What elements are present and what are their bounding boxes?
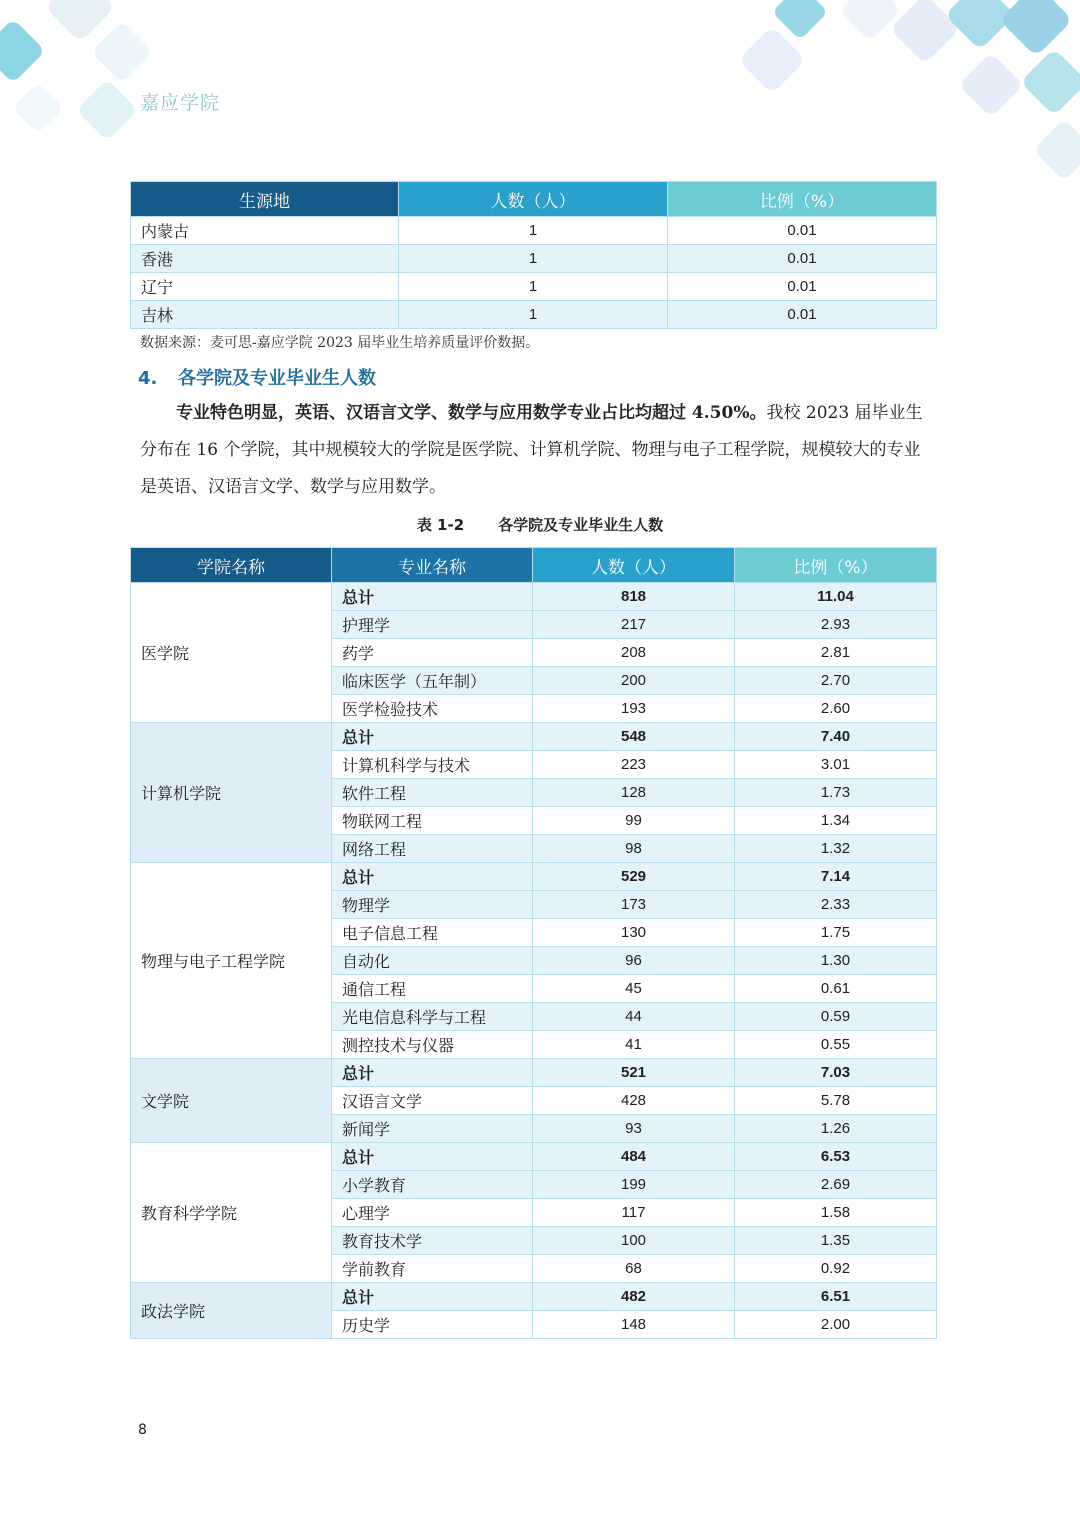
ratio-cell: 1.32 (735, 835, 937, 863)
ratio-cell: 1.30 (735, 947, 937, 975)
table-row-total (131, 863, 937, 891)
ratio-cell: 0.01 (668, 301, 937, 329)
ratio-cell: 1.75 (735, 919, 937, 947)
major-name-cell: 总计 (332, 1143, 533, 1171)
major-name-cell: 医学检验技术 (332, 695, 533, 723)
college-table-header-row (131, 548, 937, 583)
table-caption (0, 514, 1080, 535)
count-cell: 818 (533, 583, 735, 611)
count-cell: 148 (533, 1311, 735, 1339)
count-cell: 93 (533, 1115, 735, 1143)
ratio-cell: 2.00 (735, 1311, 937, 1339)
ratio-cell: 1.34 (735, 807, 937, 835)
count-cell: 548 (533, 723, 735, 751)
ratio-cell: 2.33 (735, 891, 937, 919)
major-name-cell: 总计 (332, 723, 533, 751)
college-name-cell: 文学院 (131, 1059, 332, 1143)
major-name-cell: 网络工程 (332, 835, 533, 863)
count-cell: 99 (533, 807, 735, 835)
header-major: 专业名称 (332, 548, 533, 583)
count-cell: 128 (533, 779, 735, 807)
major-name-cell: 测控技术与仪器 (332, 1031, 533, 1059)
ratio-cell: 3.01 (735, 751, 937, 779)
section-number: 4. (138, 368, 158, 389)
count-cell: 193 (533, 695, 735, 723)
college-major-table (130, 547, 937, 1339)
ratio-cell: 0.01 (668, 273, 937, 301)
count-cell: 484 (533, 1143, 735, 1171)
count-cell: 200 (533, 667, 735, 695)
origin-cell: 辽宁 (131, 273, 399, 301)
count-cell: 130 (533, 919, 735, 947)
origin-table-header-row (131, 182, 937, 217)
count-cell: 173 (533, 891, 735, 919)
count-cell: 117 (533, 1199, 735, 1227)
ratio-cell: 7.40 (735, 723, 937, 751)
table-number: 表 1-2 (416, 516, 465, 534)
header-count: 人数（人） (399, 182, 668, 217)
table-caption-title: 各学院及专业毕业生人数 (498, 516, 664, 534)
section-paragraph (140, 395, 930, 506)
paragraph-body: 我校 2023 届毕业生分布在 16 个学院，其中规模较大的学院是医学院、计算机学院、物理与电子工程学院，规模较大的专业是英语、汉语言文学、数学与应用数学。 (140, 403, 923, 497)
count-cell: 199 (533, 1171, 735, 1199)
count-cell: 208 (533, 639, 735, 667)
ratio-cell: 0.55 (735, 1031, 937, 1059)
major-name-cell: 总计 (332, 1059, 533, 1087)
major-name-cell: 总计 (332, 1283, 533, 1311)
table-row (131, 301, 937, 329)
major-name-cell: 教育技术学 (332, 1227, 533, 1255)
origin-cell: 香港 (131, 245, 399, 273)
ratio-cell: 2.60 (735, 695, 937, 723)
table-row (131, 217, 937, 245)
count-cell: 45 (533, 975, 735, 1003)
count-cell: 521 (533, 1059, 735, 1087)
count-cell: 529 (533, 863, 735, 891)
ratio-cell: 7.03 (735, 1059, 937, 1087)
count-cell: 1 (399, 217, 668, 245)
ratio-cell: 5.78 (735, 1087, 937, 1115)
ratio-cell: 0.61 (735, 975, 937, 1003)
header-college: 学院名称 (131, 548, 332, 583)
origin-cell: 内蒙古 (131, 217, 399, 245)
ratio-cell: 1.26 (735, 1115, 937, 1143)
major-name-cell: 心理学 (332, 1199, 533, 1227)
college-name-cell: 物理与电子工程学院 (131, 863, 332, 1059)
college-name-cell: 计算机学院 (131, 723, 332, 863)
table-row-total (131, 1143, 937, 1171)
ratio-cell: 1.73 (735, 779, 937, 807)
college-name-cell: 政法学院 (131, 1283, 332, 1339)
count-cell: 428 (533, 1087, 735, 1115)
count-cell: 223 (533, 751, 735, 779)
count-cell: 96 (533, 947, 735, 975)
major-name-cell: 物联网工程 (332, 807, 533, 835)
count-cell: 217 (533, 611, 735, 639)
ratio-cell: 0.92 (735, 1255, 937, 1283)
major-name-cell: 自动化 (332, 947, 533, 975)
ratio-cell: 7.14 (735, 863, 937, 891)
major-name-cell: 电子信息工程 (332, 919, 533, 947)
data-source-note: 数据来源：麦可思-嘉应学院 2023 届毕业生培养质量评价数据。 (140, 335, 540, 351)
header-institution-title: 嘉应学院 (140, 92, 221, 114)
section-heading (138, 364, 376, 390)
header-count: 人数（人） (533, 548, 735, 583)
major-name-cell: 药学 (332, 639, 533, 667)
count-cell: 1 (399, 245, 668, 273)
ratio-cell: 1.58 (735, 1199, 937, 1227)
header-ratio: 比例（%） (668, 182, 937, 217)
major-name-cell: 软件工程 (332, 779, 533, 807)
header-origin: 生源地 (131, 182, 399, 217)
table-row-total (131, 583, 937, 611)
ratio-cell: 2.93 (735, 611, 937, 639)
count-cell: 1 (399, 273, 668, 301)
major-name-cell: 历史学 (332, 1311, 533, 1339)
table-row-total (131, 723, 937, 751)
major-name-cell: 总计 (332, 863, 533, 891)
major-name-cell: 汉语言文学 (332, 1087, 533, 1115)
major-name-cell: 临床医学（五年制） (332, 667, 533, 695)
ratio-cell: 2.69 (735, 1171, 937, 1199)
ratio-cell: 11.04 (735, 583, 937, 611)
count-cell: 98 (533, 835, 735, 863)
count-cell: 68 (533, 1255, 735, 1283)
origin-cell: 吉林 (131, 301, 399, 329)
major-name-cell: 新闻学 (332, 1115, 533, 1143)
paragraph-lead: 专业特色明显，英语、汉语言文学、数学与应用数学专业占比均超过 4.50%。 (176, 403, 767, 423)
ratio-cell: 6.53 (735, 1143, 937, 1171)
origin-table (130, 181, 937, 329)
count-cell: 482 (533, 1283, 735, 1311)
major-name-cell: 小学教育 (332, 1171, 533, 1199)
count-cell: 1 (399, 301, 668, 329)
major-name-cell: 光电信息科学与工程 (332, 1003, 533, 1031)
table-row (131, 273, 937, 301)
ratio-cell: 2.70 (735, 667, 937, 695)
section-title: 各学院及专业毕业生人数 (178, 368, 376, 389)
table-row-total (131, 1283, 937, 1311)
table-row (131, 245, 937, 273)
major-name-cell: 总计 (332, 583, 533, 611)
count-cell: 44 (533, 1003, 735, 1031)
college-name-cell: 医学院 (131, 583, 332, 723)
ratio-cell: 0.01 (668, 217, 937, 245)
page-number: 8 (138, 1422, 147, 1438)
table-row-total (131, 1059, 937, 1087)
college-name-cell: 教育科学学院 (131, 1143, 332, 1283)
ratio-cell: 2.81 (735, 639, 937, 667)
major-name-cell: 物理学 (332, 891, 533, 919)
major-name-cell: 通信工程 (332, 975, 533, 1003)
major-name-cell: 计算机科学与技术 (332, 751, 533, 779)
ratio-cell: 0.59 (735, 1003, 937, 1031)
major-name-cell: 学前教育 (332, 1255, 533, 1283)
ratio-cell: 6.51 (735, 1283, 937, 1311)
ratio-cell: 1.35 (735, 1227, 937, 1255)
major-name-cell: 护理学 (332, 611, 533, 639)
count-cell: 41 (533, 1031, 735, 1059)
header-ratio: 比例（%） (735, 548, 937, 583)
count-cell: 100 (533, 1227, 735, 1255)
ratio-cell: 0.01 (668, 245, 937, 273)
